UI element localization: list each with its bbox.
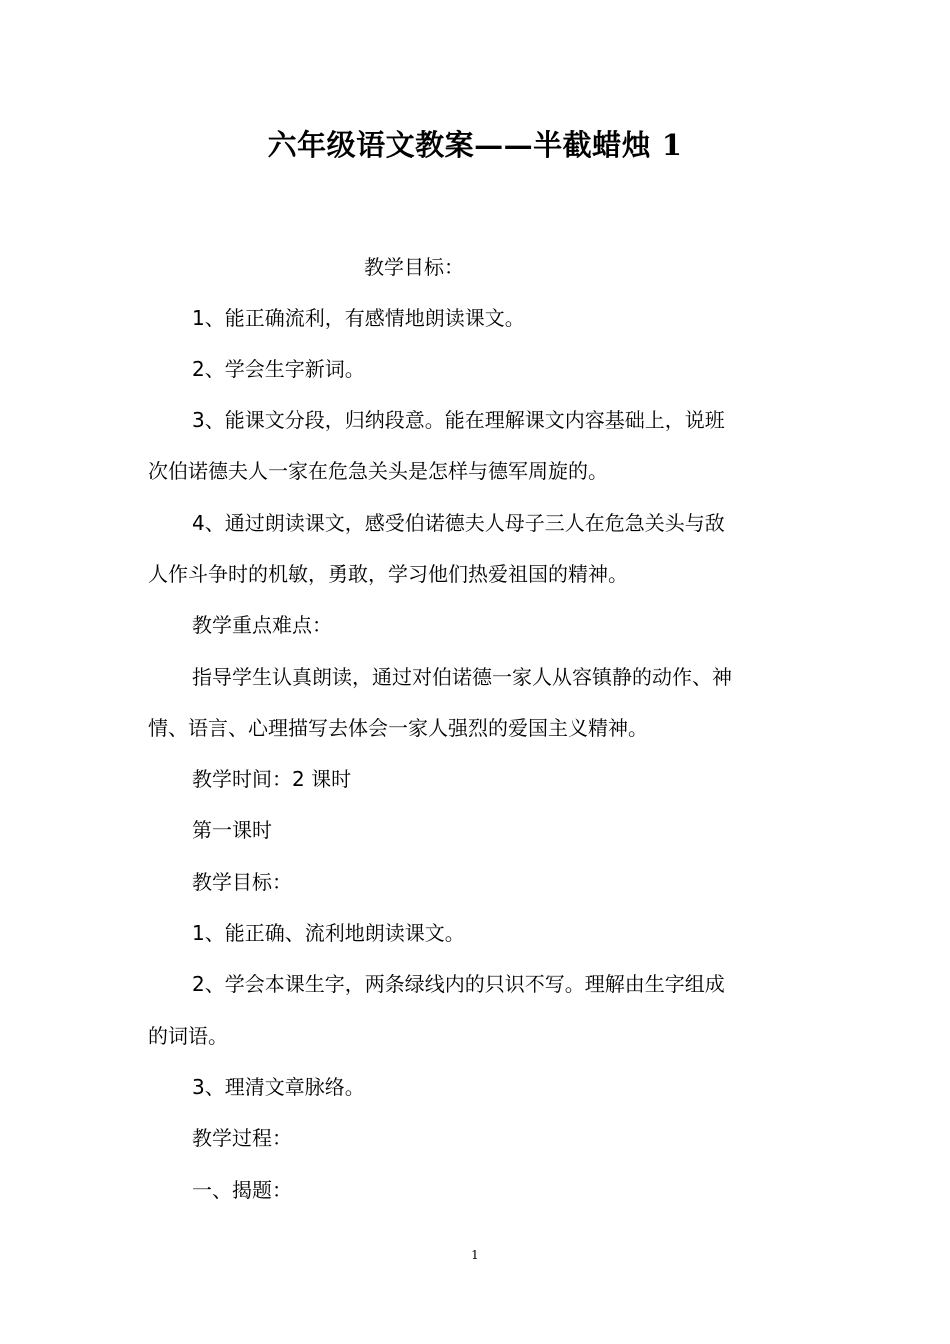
key-points-line-2: 情、语言、心理描写去体会一家人强烈的爱国主义精神。 xyxy=(148,716,648,740)
first-lesson-objectives-heading: 教学目标： xyxy=(192,870,292,894)
objective-item-3-line-2: 次伯诺德夫人一家在危急关头是怎样与德军周旋的。 xyxy=(148,459,608,483)
objective-item-3-line-1: 3、能课文分段，归纳段意。能在理解课文内容基础上，说班 xyxy=(192,408,725,432)
first-lesson-objective-2-line-1: 2、学会本课生字，两条绿线内的只识不写。理解由生字组成 xyxy=(192,972,725,996)
page-number: 1 xyxy=(471,1248,479,1262)
reveal-title-step: 一、揭题： xyxy=(192,1178,292,1202)
first-lesson-heading: 第一课时 xyxy=(192,818,272,842)
objective-item-4-line-2: 人作斗争时的机敏，勇敢，学习他们热爱祖国的精神。 xyxy=(148,562,628,586)
teaching-time: 教学时间：2 课时 xyxy=(192,767,352,791)
key-points-heading: 教学重点难点： xyxy=(192,613,332,637)
first-lesson-objective-1: 1、能正确、流利地朗读课文。 xyxy=(192,921,465,945)
first-lesson-objective-3: 3、理清文章脉络。 xyxy=(192,1075,365,1099)
key-points-line-1: 指导学生认真朗读，通过对伯诺德一家人从容镇静的动作、神 xyxy=(192,665,732,689)
objective-item-1: 1、能正确流利，有感情地朗读课文。 xyxy=(192,306,525,330)
first-lesson-objective-2-line-2: 的词语。 xyxy=(148,1024,228,1048)
objective-item-2: 2、学会生字新词。 xyxy=(192,357,365,381)
document-title: 六年级语文教案——半截蜡烛 1 xyxy=(267,128,683,162)
objective-item-4-line-1: 4、通过朗读课文，感受伯诺德夫人母子三人在危急关头与敌 xyxy=(192,511,725,535)
objectives-heading: 教学目标： xyxy=(364,255,464,279)
teaching-process-heading: 教学过程： xyxy=(192,1126,292,1150)
